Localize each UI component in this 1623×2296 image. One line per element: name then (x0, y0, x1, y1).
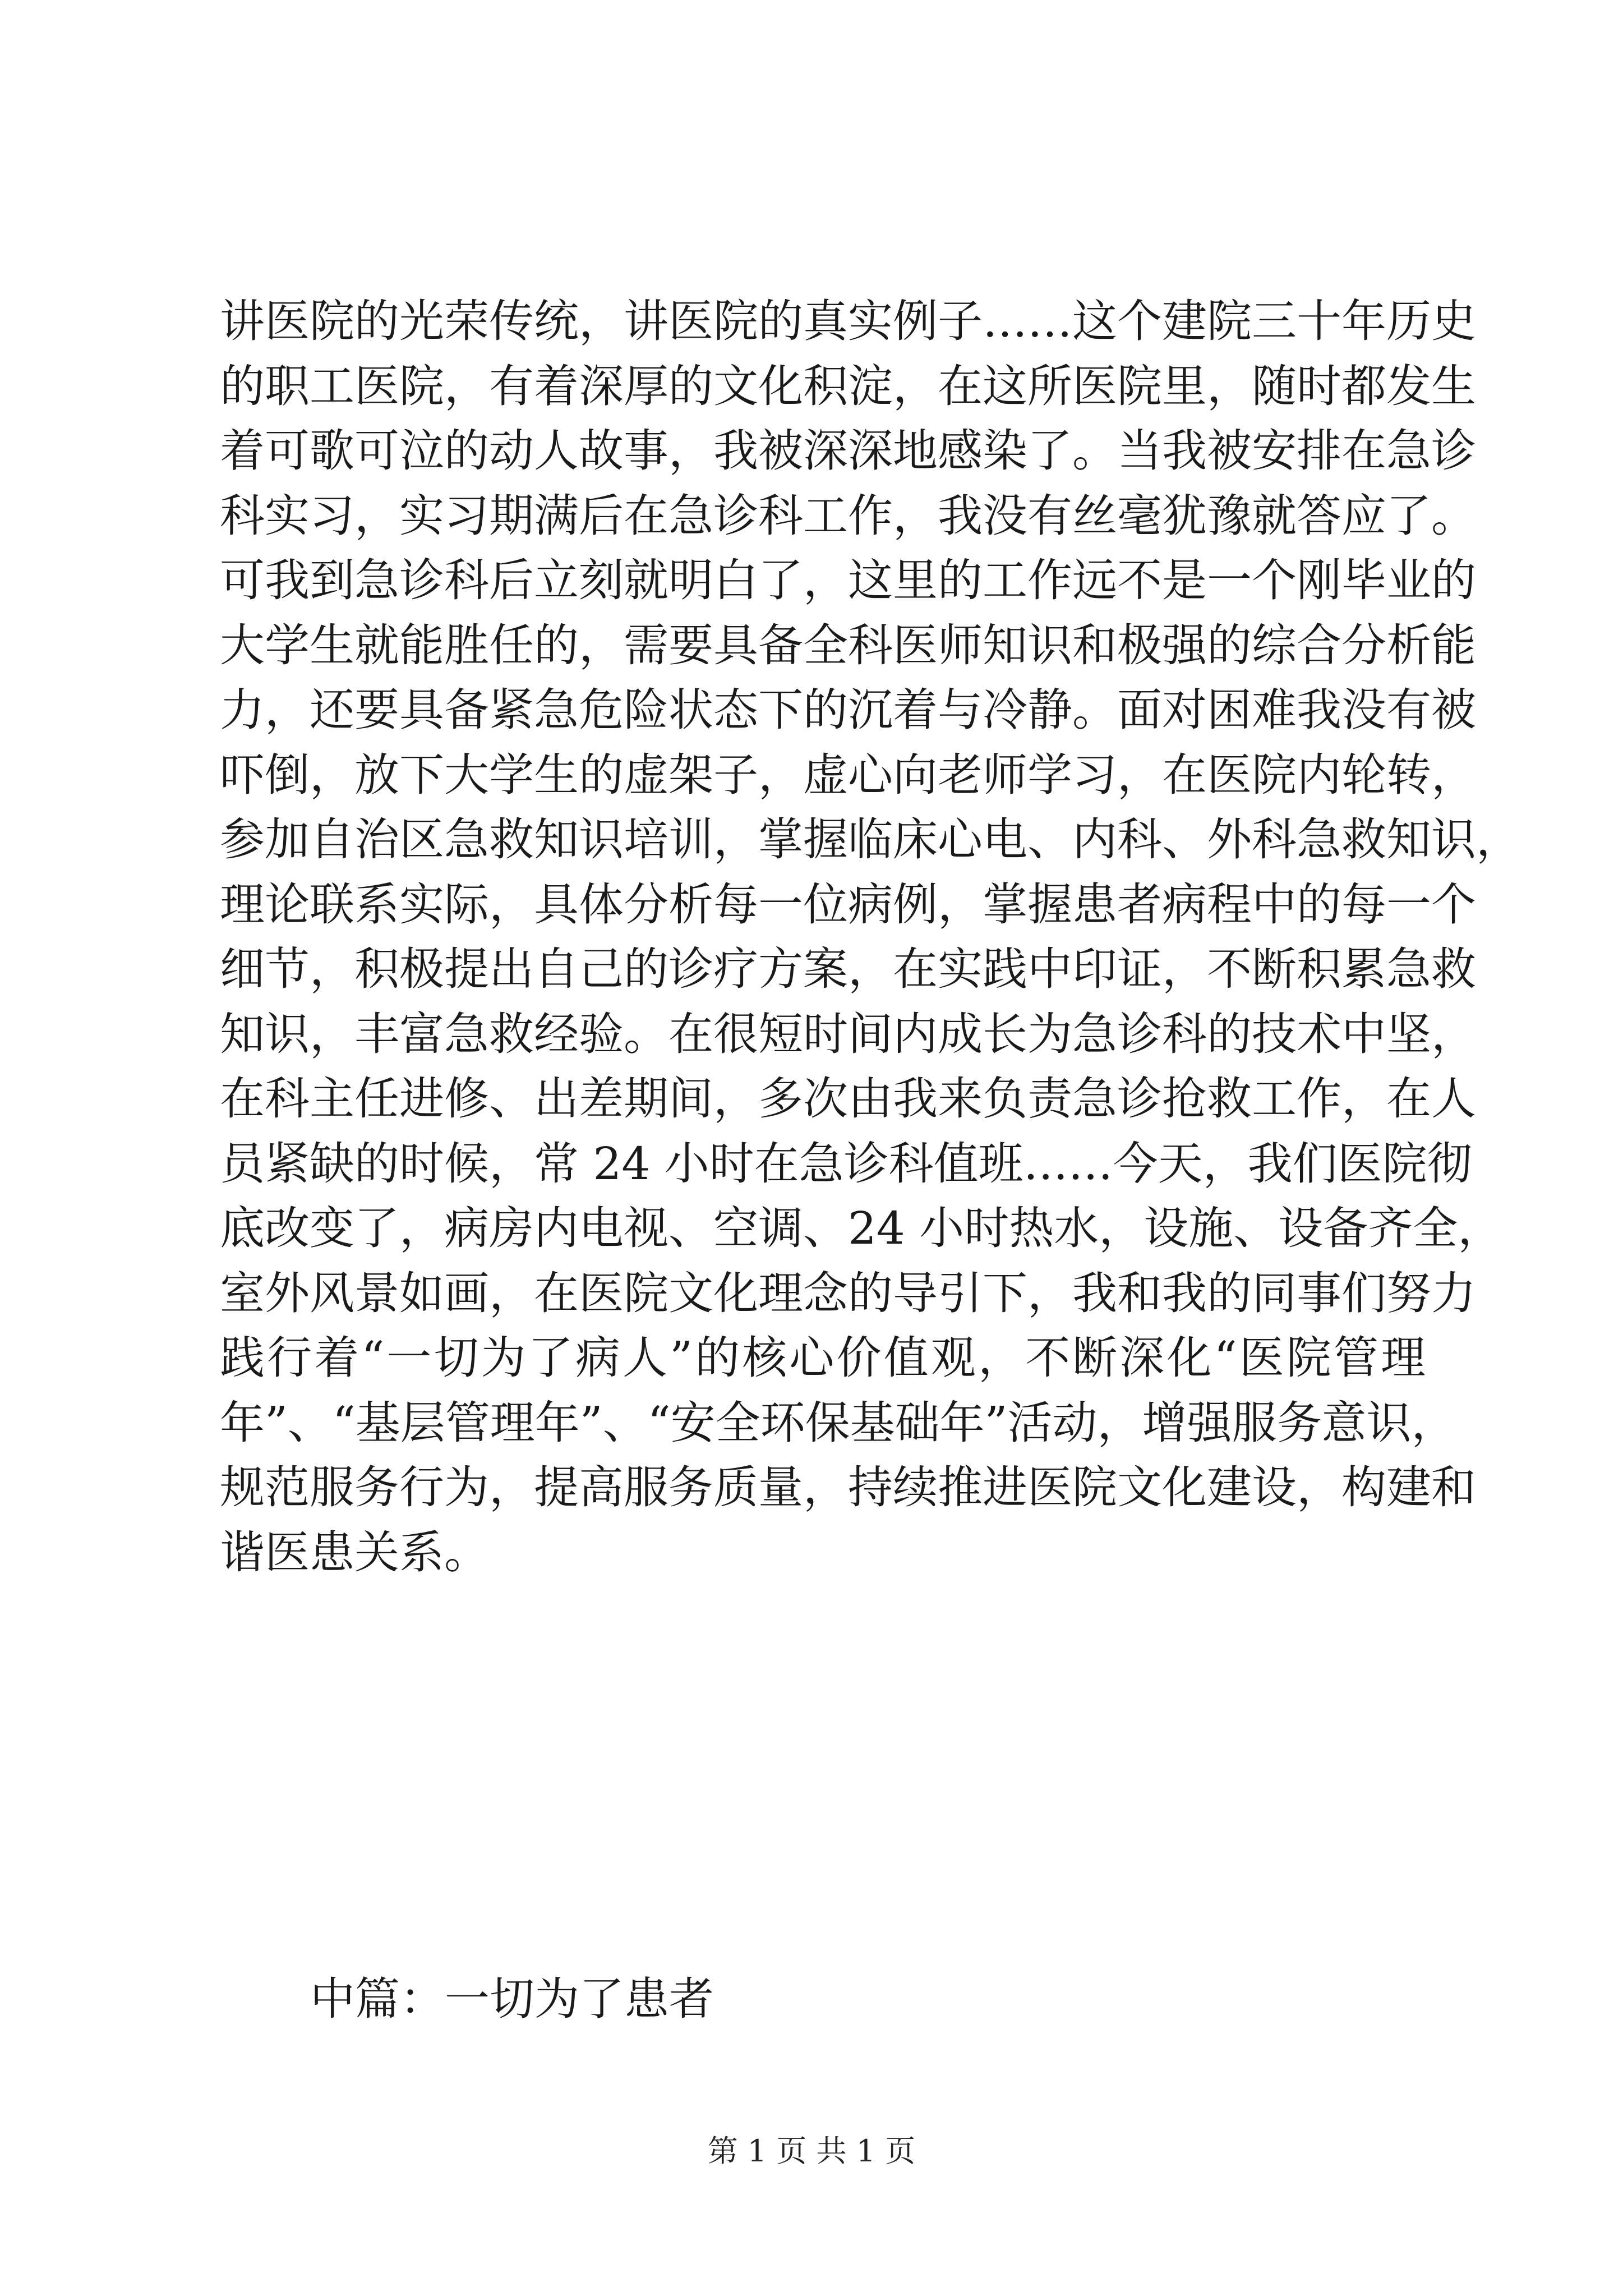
body-line-last: 谐医患关系。 (220, 1526, 489, 1579)
body-line: 力，还要具备紧急危险状态下的沉着与冷静。面对困难我没有被 (220, 684, 1476, 736)
body-line: 知识，丰富急救经验。在很短时间内成长为急诊科的技术中坚， (220, 1007, 1476, 1060)
body-line: 底改变了，病房内电视、空调、24 小时热水，设施、设备齐全， (220, 1202, 1503, 1254)
body-line: 讲医院的光荣传统，讲医院的真实例子……这个建院三十年历史 (220, 295, 1476, 347)
body-line: 在科主任进修、出差期间，多次由我来负责急诊抢救工作，在人 (220, 1073, 1476, 1125)
body-line: 大学生就能胜任的，需要具备全科医师知识和极强的综合分析能 (220, 619, 1476, 671)
body-line: 细节，积极提出自己的诊疗方案，在实践中印证，不断积累急救 (220, 943, 1476, 995)
body-line: 可我到急诊科后立刻就明白了，这里的工作远不是一个刚毕业的 (220, 554, 1476, 606)
body-line: 的职工医院，有着深厚的文化积淀，在这所医院里，随时都发生 (220, 360, 1476, 412)
body-line: 参加自治区急救知识培训，掌握临床心电、内科、外科急救知识， (220, 813, 1521, 866)
section-heading: 中篇：一切为了患者 (310, 1973, 714, 2025)
body-line: 科实习，实习期满后在急诊科工作，我没有丝毫犹豫就答应了。 (220, 489, 1476, 542)
body-line: 员紧缺的时候，常 24 小时在急诊科值班……今天，我们医院彻 (220, 1137, 1472, 1190)
body-line: 年”、“基层管理年”、“安全环保基础年”活动，增强服务意识， (220, 1396, 1456, 1449)
body-line: 着可歌可泣的动人故事，我被深深地感染了。当我被安排在急诊 (220, 425, 1476, 477)
body-line: 践行着“一切为了病人”的核心价值观，不断深化“医院管理 (220, 1332, 1426, 1384)
body-line: 理论联系实际，具体分析每一位病例，掌握患者病程中的每一个 (220, 878, 1476, 931)
body-line: 吓倒，放下大学生的虚架子，虚心向老师学习，在医院内轮转， (220, 748, 1476, 801)
body-text (220, 289, 1521, 1585)
body-line: 室外风景如画，在医院文化理念的导引下，我和我的同事们努力 (220, 1267, 1476, 1319)
page-footer: 第 1 页 共 1 页 (707, 2133, 916, 2169)
body-line: 规范服务行为，提高服务质量，持续推进医院文化建设，构建和 (220, 1461, 1476, 1513)
